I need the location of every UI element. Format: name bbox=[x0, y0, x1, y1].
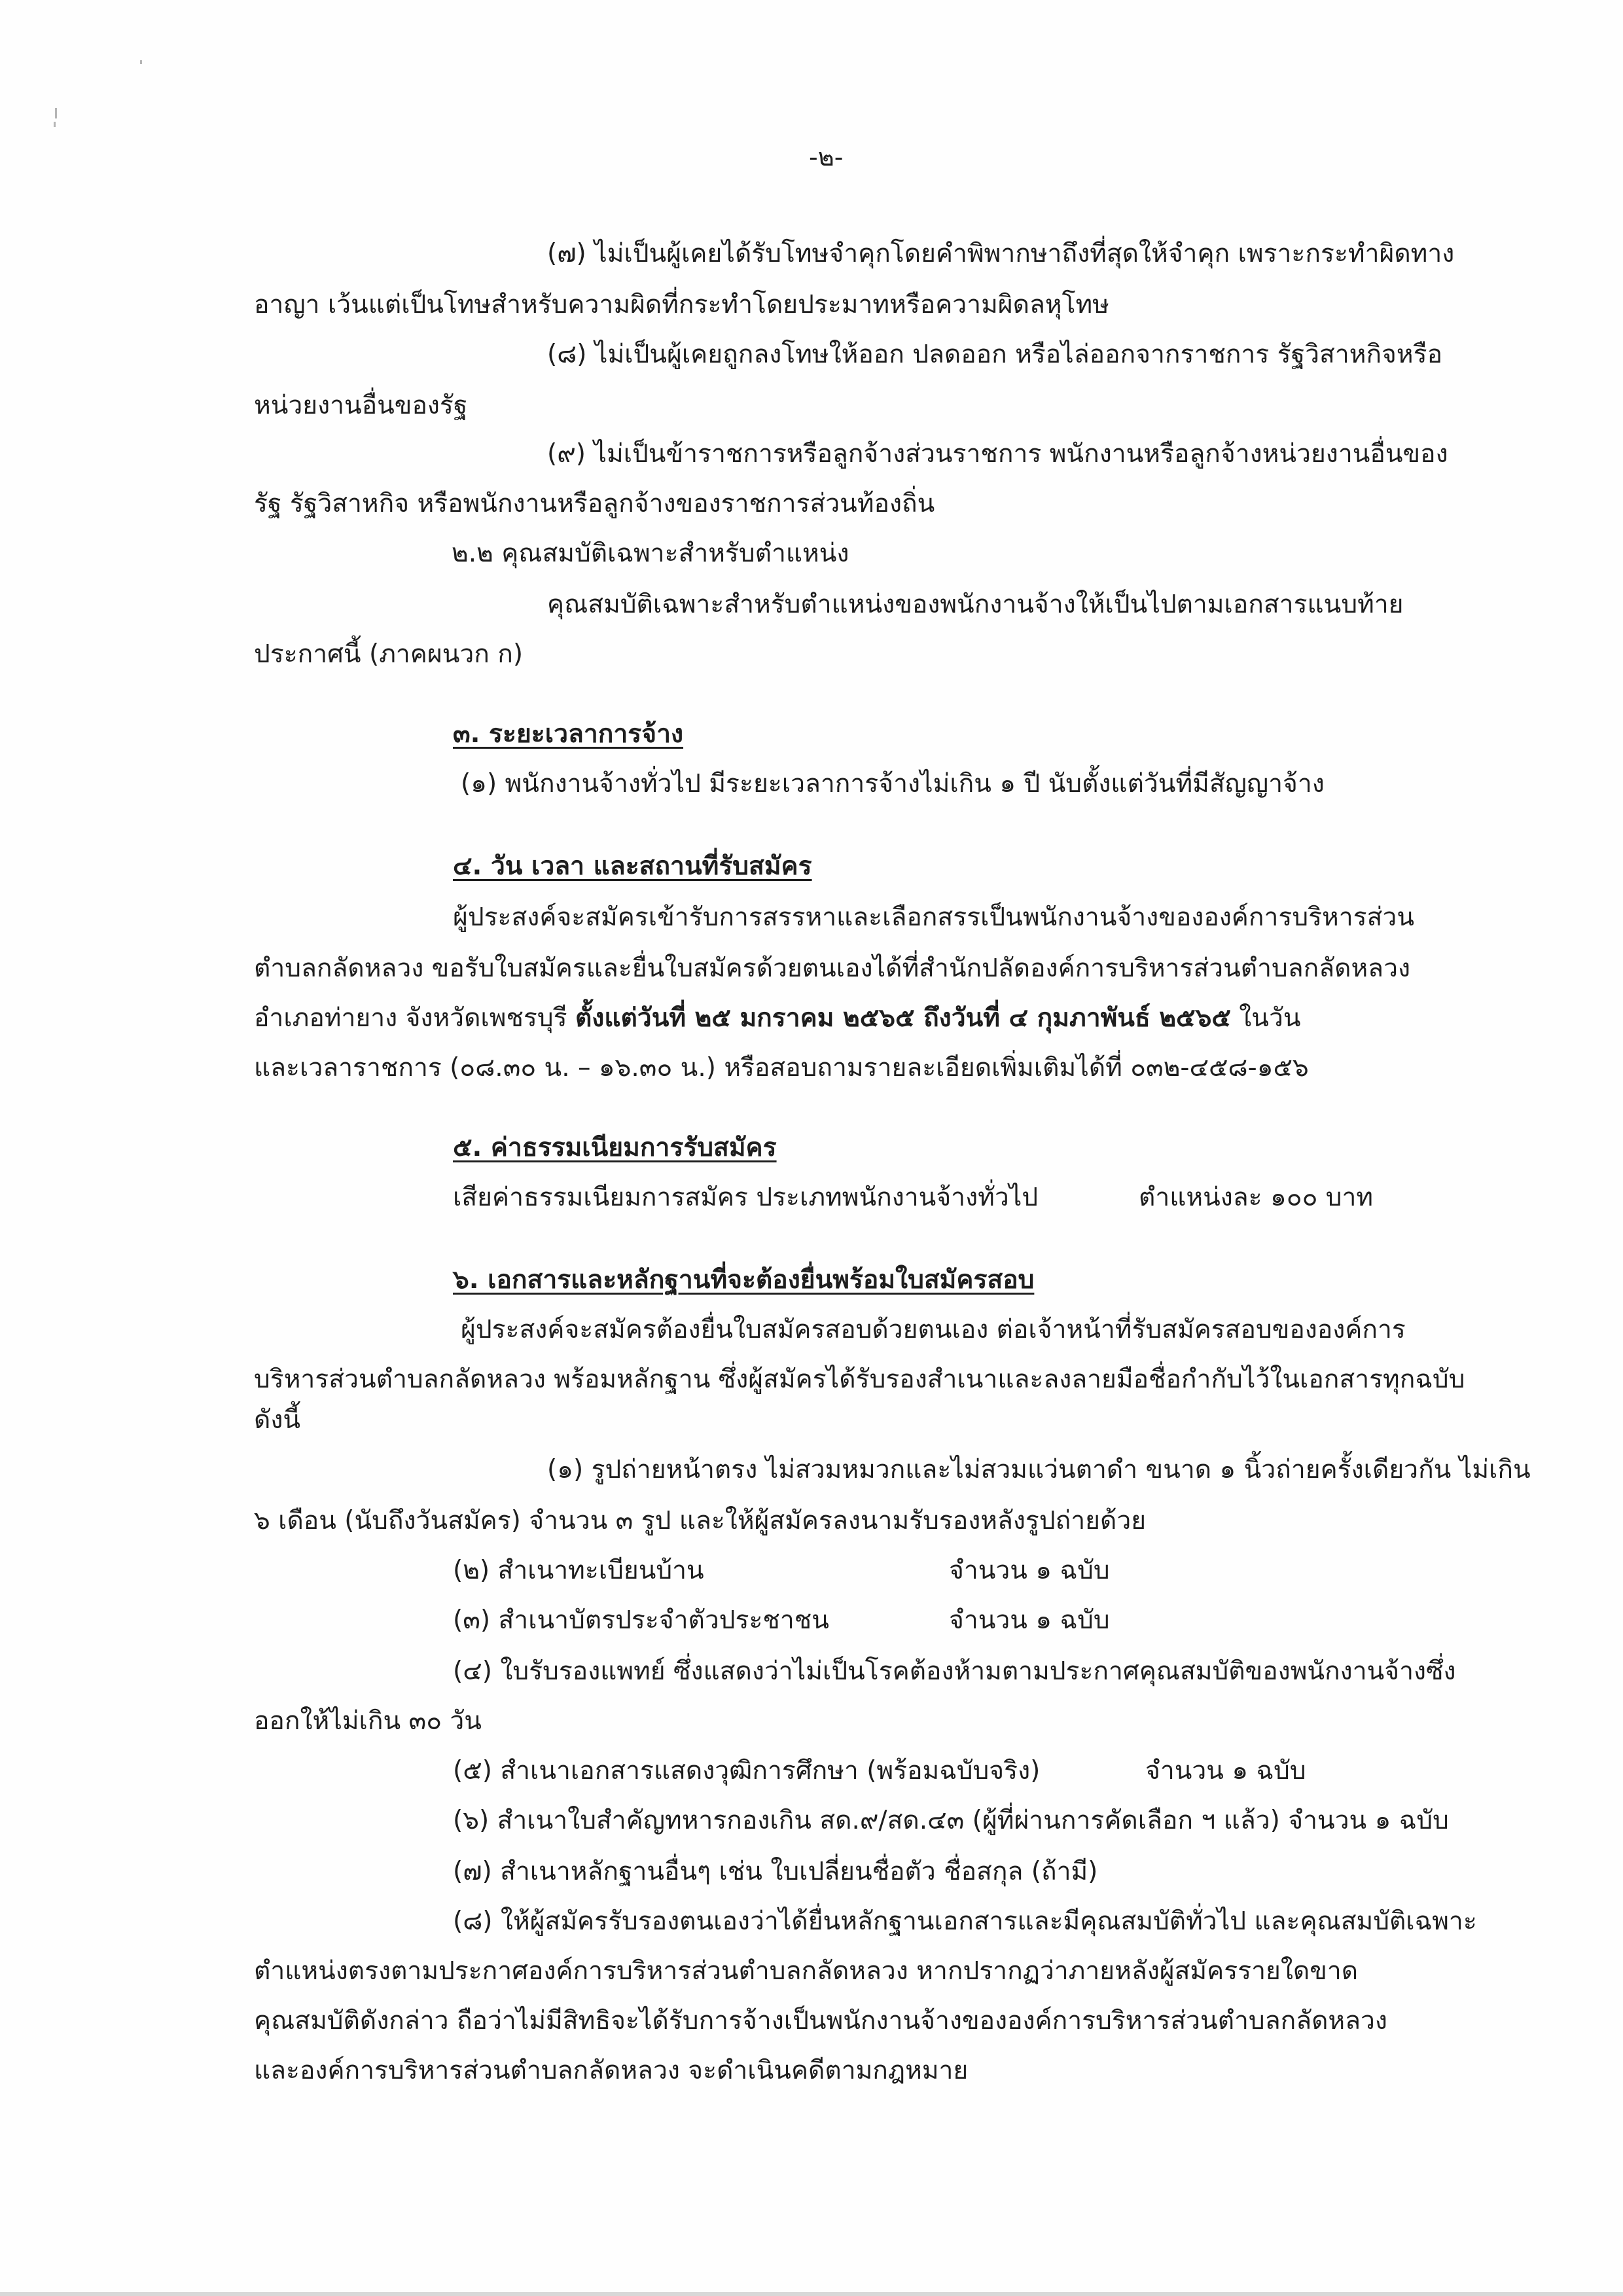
text-line: ตำบลกลัดหลวง ขอรับใบสมัครและยื่นใบสมัครด้วยตนเองได้ที่สำนักปลัดองค์การบริหารส่วนตำบลกลัดหลวง bbox=[254, 954, 1411, 983]
text-line: หน่วยงานอื่นของรัฐ bbox=[254, 391, 468, 420]
text-line: คุณสมบัติดังกล่าว ถือว่าไม่มีสิทธิจะได้รับการจ้างเป็นพนักงานจ้างขององค์การบริหารส่วนตำบลกลัดหลวง bbox=[254, 2006, 1387, 2036]
list-item: (๒) สำเนาทะเบียนบ้าน bbox=[453, 1556, 704, 1585]
section-heading-4: ๔. วัน เวลา และสถานที่รับสมัคร bbox=[453, 852, 812, 881]
list-item-quantity: จำนวน ๑ ฉบับ bbox=[949, 1605, 1110, 1635]
subsection-heading: ๒.๒ คุณสมบัติเฉพาะสำหรับตำแหน่ง bbox=[452, 539, 849, 568]
text-line: บริหารส่วนตำบลกลัดหลวง พร้อมหลักฐาน ซึ่งผู้สมัครได้รับรองสำเนาและลงลายมือชื่อกำกับไว้ในเอกสารทุกฉบับ bbox=[254, 1365, 1465, 1394]
scan-edge bbox=[0, 2292, 1623, 2296]
text-line: อาญา เว้นแต่เป็นโทษสำหรับความผิดที่กระทำโดยประมาทหรือความผิดลหุโทษ bbox=[254, 290, 1109, 319]
text-line: และเวลาราชการ (๐๘.๓๐ น. – ๑๖.๓๐ น.) หรือสอบถามรายละเอียดเพิ่มเติมได้ที่ ๐๓๒-๔๕๘-๑๕๖ bbox=[254, 1053, 1309, 1083]
application-period: ตั้งแต่วันที่ ๒๕ มกราคม ๒๕๖๕ ถึงวันที่ ๔ กุมภาพันธ์ ๒๕๖๕ bbox=[575, 1003, 1231, 1033]
text-line: (๗) ไม่เป็นผู้เคยได้รับโทษจำคุกโดยคำพิพากษาถึงที่สุดให้จำคุก เพราะกระทำผิดทาง bbox=[547, 239, 1455, 268]
section-heading-6: ๖. เอกสารและหลักฐานที่จะต้องยื่นพร้อมใบสมัครสอบ bbox=[453, 1265, 1035, 1295]
text-segment: อำเภอท่ายาง จังหวัดเพชรบุรี bbox=[254, 1003, 575, 1033]
list-item: (๖) สำเนาใบสำคัญทหารกองเกิน สด.๙/สด.๔๓ (ผู้ที่ผ่านการคัดเลือก ฯ แล้ว) จำนวน ๑ ฉบับ bbox=[453, 1806, 1449, 1835]
text-line: ประกาศนี้ (ภาคผนวก ก) bbox=[254, 639, 524, 669]
text-line: (๘) ให้ผู้สมัครรับรองตนเองว่าได้ยื่นหลักฐานเอกสารและมีคุณสมบัติทั่วไป และคุณสมบัติเฉพาะ bbox=[453, 1907, 1477, 1936]
text-line: (๔) ใบรับรองแพทย์ ซึ่งแสดงว่าไม่เป็นโรคต้องห้ามตามประกาศคุณสมบัติของพนักงานจ้างซึ่ง bbox=[453, 1657, 1456, 1686]
section-heading-3: ๓. ระยะเวลาการจ้าง bbox=[453, 719, 684, 749]
text-line: (๘) ไม่เป็นผู้เคยถูกลงโทษให้ออก ปลดออก หรือไล่ออกจากราชการ รัฐวิสาหกิจหรือ bbox=[547, 340, 1442, 369]
page-number: -๒- bbox=[809, 143, 844, 171]
text-line: ออกให้ไม่เกิน ๓๐ วัน bbox=[254, 1706, 482, 1736]
text-line: ดังนี้ bbox=[254, 1405, 301, 1435]
text-line bbox=[254, 999, 1301, 1038]
text-line: รัฐ รัฐวิสาหกิจ หรือพนักงานหรือลูกจ้างของราชการส่วนท้องถิ่น bbox=[254, 489, 935, 518]
section-heading-5: ๕. ค่าธรรมเนียมการรับสมัคร bbox=[453, 1133, 777, 1162]
list-item-quantity: จำนวน ๑ ฉบับ bbox=[949, 1556, 1110, 1585]
text-line: และองค์การบริหารส่วนตำบลกลัดหลวง จะดำเนินคดีตามกฎหมาย bbox=[254, 2056, 969, 2085]
text-line: ผู้ประสงค์จะสมัครเข้ารับการสรรหาและเลือกสรรเป็นพนักงานจ้างขององค์การบริหารส่วน bbox=[453, 903, 1414, 932]
text-line: ตำแหน่งตรงตามประกาศองค์การบริหารส่วนตำบลกลัดหลวง หากปรากฏว่าภายหลังผู้สมัครรายใดขาด bbox=[254, 1956, 1359, 1986]
list-item: (๕) สำเนาเอกสารแสดงวุฒิการศึกษา (พร้อมฉบับจริง) bbox=[453, 1756, 1041, 1785]
text-line: (๑) รูปถ่ายหน้าตรง ไม่สวมหมวกและไม่สวมแว่นตาดำ ขนาด ๑ นิ้วถ่ายครั้งเดียวกัน ไม่เกิน bbox=[547, 1455, 1531, 1484]
scan-speck bbox=[54, 122, 56, 127]
text-line: ผู้ประสงค์จะสมัครต้องยื่นใบสมัครสอบด้วยตนเอง ต่อเจ้าหน้าที่รับสมัครสอบขององค์การ bbox=[461, 1315, 1406, 1344]
list-item-quantity: จำนวน ๑ ฉบับ bbox=[1145, 1756, 1306, 1785]
list-item: (๓) สำเนาบัตรประจำตัวประชาชน bbox=[453, 1605, 829, 1635]
text-line: (๑) พนักงานจ้างทั่วไป มีระยะเวลาการจ้างไม่เกิน ๑ ปี นับตั้งแต่วันที่มีสัญญาจ้าง bbox=[461, 769, 1325, 798]
text-line: เสียค่าธรรมเนียมการสมัคร ประเภทพนักงานจ้างทั่วไป bbox=[453, 1183, 1039, 1212]
scan-speck bbox=[140, 60, 142, 64]
text-line: ๖ เดือน (นับถึงวันสมัคร) จำนวน ๓ รูป และให้ผู้สมัครลงนามรับรองหลังรูปถ่ายด้วย bbox=[254, 1506, 1147, 1535]
text-line: คุณสมบัติเฉพาะสำหรับตำแหน่งของพนักงานจ้างให้เป็นไปตามเอกสารแนบท้าย bbox=[547, 590, 1404, 619]
text-line: (๙) ไม่เป็นข้าราชการหรือลูกจ้างส่วนราชการ พนักงานหรือลูกจ้างหน่วยงานอื่นของ bbox=[547, 439, 1448, 469]
list-item: (๗) สำเนาหลักฐานอื่นๆ เช่น ใบเปลี่ยนชื่อตัว ชื่อสกุล (ถ้ามี) bbox=[453, 1857, 1098, 1886]
text-segment: ในวัน bbox=[1230, 1003, 1301, 1033]
fee-amount: ตำแหน่งละ ๑๐๐ บาท bbox=[1139, 1183, 1374, 1212]
scan-speck bbox=[55, 108, 57, 118]
